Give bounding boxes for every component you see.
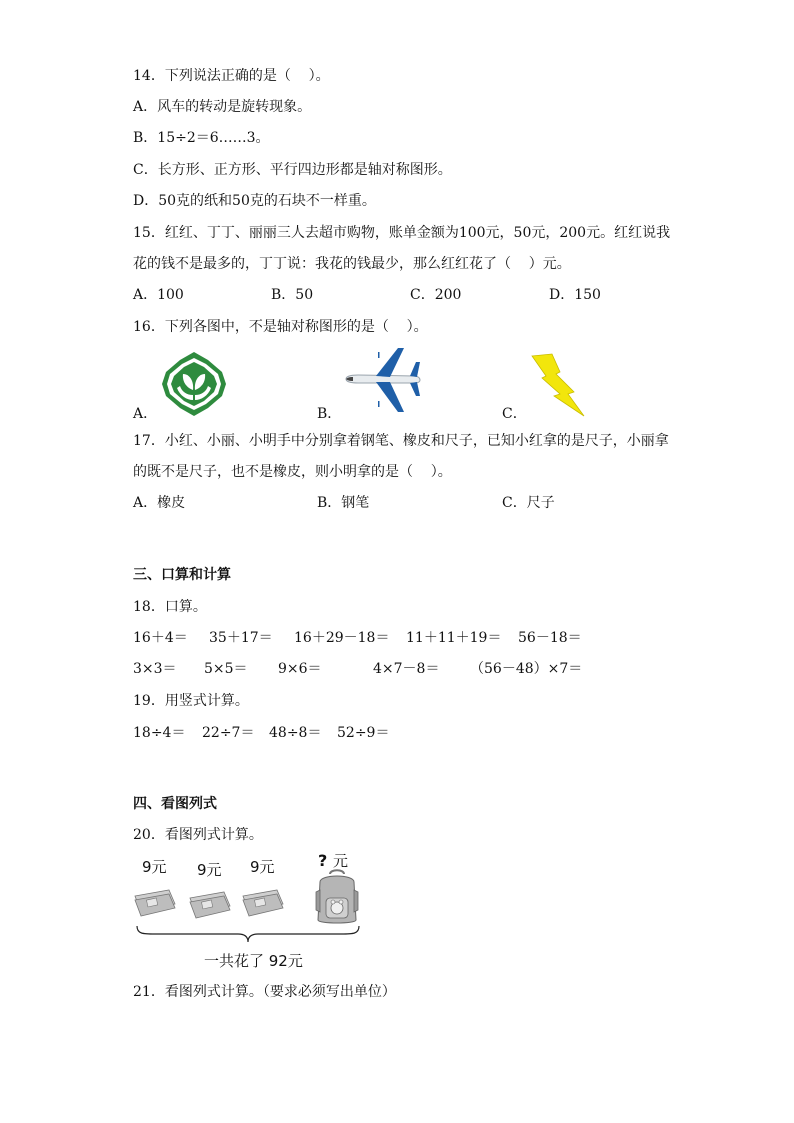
money-stack-icon [188, 888, 232, 918]
q19-item: 52÷9＝ [337, 725, 390, 741]
q14-option-a: A．风车的转动是旋转现象。 [133, 99, 312, 115]
q18-item: 5×5＝ [204, 661, 248, 677]
unknown-price-label: 元 [333, 852, 349, 870]
section-title-oral-calculation: 三、口算和计算 [133, 567, 231, 583]
q18-item: 9×6＝ [278, 661, 322, 677]
backpack-icon [312, 868, 362, 926]
q17-option-b: B．钢笔 [317, 495, 370, 511]
q18-item: 16＋29－18＝ [294, 630, 390, 646]
curly-brace [135, 924, 361, 944]
price-label: 9元 [142, 858, 167, 876]
section-title-picture-equation: 四、看图列式 [133, 796, 217, 812]
q18-item: 16＋4＝ [133, 630, 188, 646]
q14-option-c: C．长方形、正方形、平行四边形都是轴对称图形。 [133, 162, 452, 178]
q17-option-c: C．尺子 [502, 495, 555, 511]
q18-item: 11＋11＋19＝ [406, 630, 502, 646]
q18-item: 56－18＝ [518, 630, 582, 646]
q15-option-d: D．150 [549, 287, 601, 303]
sprout-hands-icon [160, 350, 228, 418]
q14-option-d: D．50克的纸和50克的石块不一样重。 [133, 193, 376, 209]
q17-stem-line1: 17．小红、小丽、小明手中分别拿着钢笔、橡皮和尺子，已知小红拿的是尺子，小丽拿 [133, 433, 669, 449]
q19-item: 48÷8＝ [269, 725, 322, 741]
q15-stem-line2: 花的钱不是最多的，丁丁说：我花的钱最少，那么红红花了（ ）元。 [133, 256, 571, 272]
q15-stem-line1: 15．红红、丁丁、丽丽三人去超市购物，账单金额为100元，50元，200元。红红说我 [133, 225, 671, 241]
q17-stem-line2: 的既不是尺子，也不是橡皮，则小明拿的是（ ）。 [133, 464, 452, 480]
airplane-icon [342, 346, 422, 414]
q16-option-b: B． [317, 406, 342, 422]
q21-stem: 21．看图列式计算。（要求必须写出单位） [133, 984, 396, 1000]
q14-option-b: B．15÷2＝6……3。 [133, 130, 270, 146]
lightning-icon [530, 352, 586, 418]
money-stack-icon [133, 886, 177, 916]
q15-option-b: B．50 [271, 287, 314, 303]
q19-item: 18÷4＝ [133, 725, 186, 741]
q18-item: 3×3＝ [133, 661, 177, 677]
money-stack-icon [241, 886, 285, 916]
q19-item: 22÷7＝ [202, 725, 255, 741]
q18-item: 4×7－8＝ [373, 661, 440, 677]
q14-stem: 14．下列说法正确的是（ ）。 [133, 68, 330, 84]
q16-option-a: A． [133, 406, 158, 422]
q20-stem: 20．看图列式计算。 [133, 827, 263, 843]
price-label: 9元 [250, 858, 275, 876]
q18-item: 35＋17＝ [209, 630, 273, 646]
q16-option-c: C． [502, 406, 527, 422]
price-label: 9元 [197, 861, 222, 879]
total-label: 一共花了 92元 [204, 952, 303, 970]
q18-item: （56－48）×7＝ [470, 661, 583, 677]
q16-stem: 16．下列各图中，不是轴对称图形的是（ ）。 [133, 319, 428, 335]
q19-stem: 19．用竖式计算。 [133, 693, 249, 709]
q15-option-c: C．200 [410, 287, 462, 303]
q18-stem: 18．口算。 [133, 599, 207, 615]
q15-option-a: A．100 [133, 287, 184, 303]
q17-option-a: A．橡皮 [133, 495, 186, 511]
question-mark: ? [318, 851, 328, 870]
